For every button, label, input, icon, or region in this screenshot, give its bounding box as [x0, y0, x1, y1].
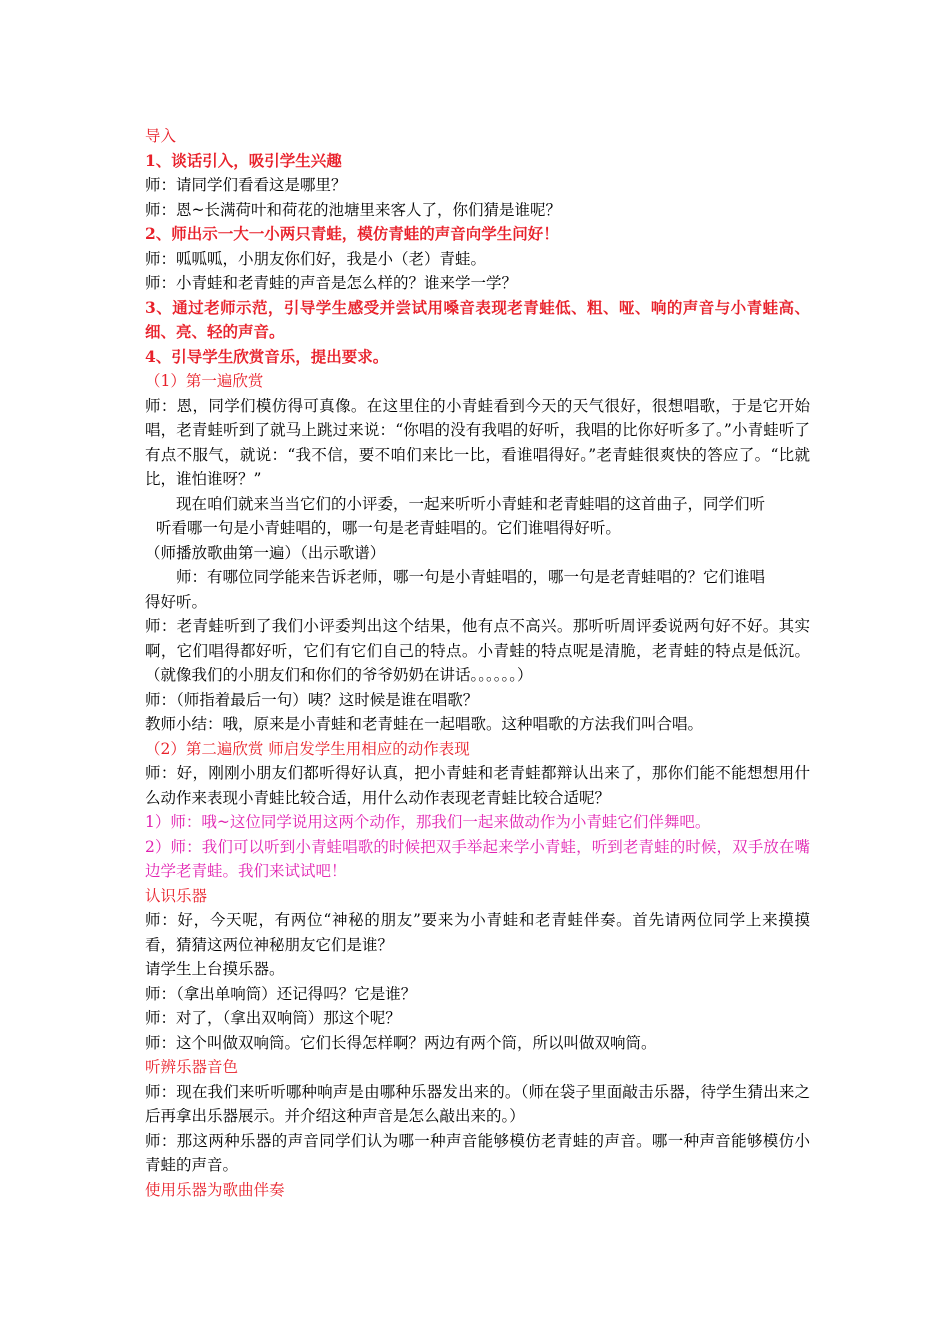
dialogue-line: 师：呱呱呱，小朋友你们好，我是小（老）青蛙。	[145, 249, 487, 268]
dialogue-line: 师：（师指着最后一句）咦？这时候是谁在唱歌？	[145, 690, 479, 709]
step-heading-3: 3、通过老师示范，引导学生感受并尝试用嗓音表现老青蛙低、粗、哑、响的声音与小青蛙高、细、亮、轻的声音。	[145, 297, 810, 341]
stage-direction: （师播放歌曲第一遍）（出示歌谱）	[145, 543, 386, 562]
paragraph: 师：那这两种乐器的声音同学们认为哪一种声音能够模仿老青蛙的声音。哪一种声音能够模仿小青蛙的声音。	[145, 1131, 810, 1174]
section-heading-timbre: 听辨乐器音色	[145, 1058, 239, 1076]
paragraph: 现在咱们就来当当它们的小评委，一起来听听小青蛙和老青蛙唱的这首曲子，同学们听	[176, 494, 766, 513]
document-page	[145, 124, 810, 1202]
step-heading-1: 1、谈话引入，吸引学生兴趣	[145, 150, 342, 170]
section-heading-intro: 导入	[145, 127, 177, 145]
paragraph: 师：好，刚刚小朋友们都听得好认真，把小青蛙和老青蛙都辩认出来了，那你们能不能想想用什么动作来表现小青蛙比较合适，用什么动作表现老青蛙比较合适呢？	[145, 764, 810, 807]
dialogue-line: 师：恩~长满荷叶和荷花的池塘里来客人了，你们猜是谁呢？	[145, 200, 561, 219]
dialogue-line: 师：请同学们看看这是哪里？	[145, 176, 347, 194]
sub-heading-second-listen: （2）第二遍欣赏 师启发学生用相应的动作表现	[145, 739, 470, 758]
stage-direction: 请学生上台摸乐器。	[145, 960, 285, 978]
paragraph: 师：有哪位同学能来告诉老师，哪一句是小青蛙唱的，哪一句是老青蛙唱的？它们谁唱	[176, 568, 766, 586]
paragraph: 师：老青蛙听到了我们小评委判出这个结果，他有点不高兴。那听听周评委说两句好不好。其实啊，它们唱得都好听，它们有它们自己的特点。小青蛙的特点呢是清脆，老青蛙的特点是低沉。（就像我们的小朋友们和你们的爷爷奶奶在讲话。。。。。。）	[145, 617, 810, 684]
paragraph: 师：现在我们来听听哪种响声是由哪种乐器发出来的。（师在袋子里面敲击乐器，待学生猜出来之后再拿出乐器展示。并介绍这种声音是怎么敲出来的。）	[145, 1082, 810, 1125]
dialogue-line: 师：（拿出单响筒）还记得吗？它是谁？	[145, 984, 417, 1003]
activity-step-1: 1）师：哦~这位同学说用这两个动作，那我们一起来做动作为小青蛙它们伴舞吧。	[145, 813, 711, 831]
section-heading-instruments: 认识乐器	[145, 886, 208, 905]
dialogue-line: 师：对了，（拿出双响筒）那这个呢？	[145, 1009, 401, 1027]
paragraph-continuation: 得好听。	[145, 592, 208, 611]
sub-heading-first-listen: （1）第一遍欣赏	[145, 372, 264, 390]
paragraph: 师：恩，同学们模仿得可真像。在这里住的小青蛙看到今天的天气很好，很想唱歌，于是它开始唱，老青蛙听到了就马上跳过来说：“你唱的没有我唱的好听，我唱的比你好听多了。”小青蛙听了有点不服气，就说：“我不信，要不咱们来比一比，看谁唱得好。”老青蛙很爽快的答应了。“比就比，谁怕谁呀？”	[145, 396, 810, 488]
teacher-summary: 教师小结：哦，原来是小青蛙和老青蛙在一起唱歌。这种唱歌的方法我们叫合唱。	[145, 715, 704, 733]
paragraph-continuation: 听看哪一句是小青蛙唱的，哪一句是老青蛙唱的。它们谁唱得好听。	[155, 519, 621, 537]
step-heading-4: 4、引导学生欣赏音乐，提出要求。	[145, 346, 389, 366]
activity-step-2: 2）师：我们可以听到小青蛙唱歌的时候把双手举起来学小青蛙，听到老青蛙的时候，双手放在嘴边学老青蛙。我们来试试吧！	[145, 837, 810, 880]
dialogue-line: 师：这个叫做双响筒。它们长得怎样啊？两边有两个筒，所以叫做双响筒。	[145, 1033, 657, 1052]
paragraph: 师：好，今天呢，有两位“神秘的朋友”要来为小青蛙和老青蛙伴奏。首先请两位同学上来摸摸看，猜猜这两位神秘朋友它们是谁？	[145, 911, 810, 954]
dialogue-line: 师：小青蛙和老青蛙的声音是怎么样的？谁来学一学？	[145, 274, 518, 292]
step-heading-2: 2、师出示一大一小两只青蛙，模仿青蛙的声音向学生问好！	[145, 224, 559, 243]
section-heading-accompaniment: 使用乐器为歌曲伴奏	[145, 1180, 285, 1199]
